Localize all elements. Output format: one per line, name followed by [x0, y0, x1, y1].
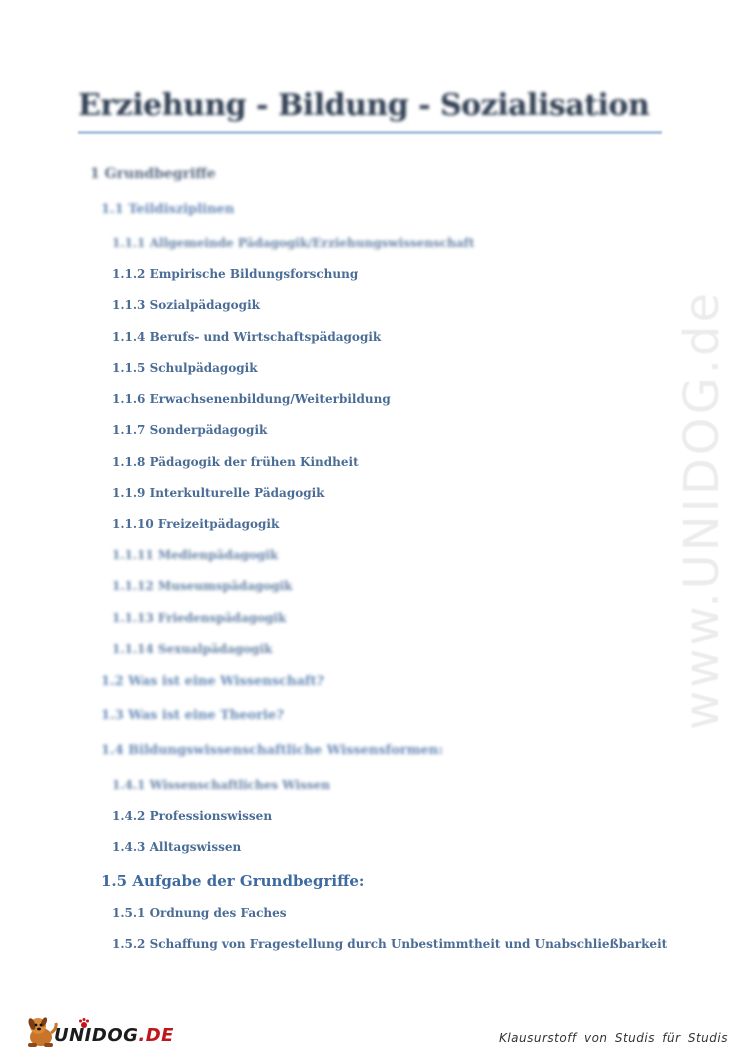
logo-suffix-text: .DE [138, 1025, 174, 1046]
toc-entry[interactable]: 1.1.4 Berufs- und Wirtschaftspädagogik [112, 330, 382, 344]
document-title: Erziehung - Bildung - Sozialisation [78, 88, 650, 123]
toc-entry[interactable]: 1.3 Was ist eine Theorie? [101, 708, 284, 723]
toc-entry[interactable]: 1.1.9 Interkulturelle Pädagogik [112, 486, 325, 500]
toc-entry[interactable]: 1.1.14 Sexualpädagogik [112, 642, 273, 656]
toc-entry[interactable]: 1.4.1 Wissenschaftliches Wissen [112, 778, 330, 792]
toc-entry[interactable]: 1.1.5 Schulpädagogik [112, 361, 258, 375]
toc-entry[interactable]: 1.1.8 Pädagogik der frühen Kindheit [112, 455, 359, 469]
toc-entry[interactable]: 1.5 Aufgabe der Grundbegriffe: [101, 872, 365, 890]
footer-tagline: Klausurstoff von Studis für Studis [498, 1031, 728, 1045]
toc-entry[interactable]: 1.1.6 Erwachsenenbildung/Weiterbildung [112, 392, 391, 406]
toc-entry[interactable]: 1 Grundbegriffe [90, 166, 216, 182]
toc-entry[interactable]: 1.1.1 Allgemeinde Pädagogik/Erziehungswissenschaft [112, 236, 475, 250]
toc-entry[interactable]: 1.1.2 Empirische Bildungsforschung [112, 267, 359, 281]
toc-entry[interactable]: 1.1 Teildisziplinen [101, 202, 235, 217]
toc-entry[interactable]: 1.1.10 Freizeitpädagogik [112, 517, 280, 531]
toc-entry[interactable]: 1.2 Was ist eine Wissenschaft? [101, 674, 325, 689]
unidog-logo[interactable] [24, 1013, 174, 1049]
toc-entry[interactable]: 1.1.11 Medienpädagogik [112, 548, 279, 562]
toc-entry[interactable]: 1.1.3 Sozialpädagogik [112, 298, 260, 312]
toc-entry[interactable]: 1.5.2 Schaffung von Fragestellung durch Unbestimmtheit und Unabschließbarkeit [112, 937, 668, 951]
logo-wordmark [54, 1025, 174, 1046]
logo-main-text: UNIDOG [54, 1025, 139, 1046]
toc-entry[interactable]: 1.4 Bildungswissenschaftliche Wissensformen: [101, 743, 444, 758]
toc-entry[interactable]: 1.1.7 Sonderpädagogik [112, 423, 268, 437]
toc-entry[interactable]: 1.5.1 Ordnung des Faches [112, 906, 287, 920]
toc-entry[interactable]: 1.4.3 Alltagswissen [112, 840, 242, 854]
dog-mascot-icon [24, 1013, 58, 1049]
toc-entry[interactable]: 1.4.2 Professionswissen [112, 809, 273, 823]
watermark: www.UNIDOG.de [674, 289, 730, 731]
toc-entry[interactable]: 1.1.13 Friedenspädagogik [112, 611, 287, 625]
toc-entry[interactable]: 1.1.12 Museumspädagogik [112, 579, 293, 593]
title-underline [78, 131, 662, 134]
